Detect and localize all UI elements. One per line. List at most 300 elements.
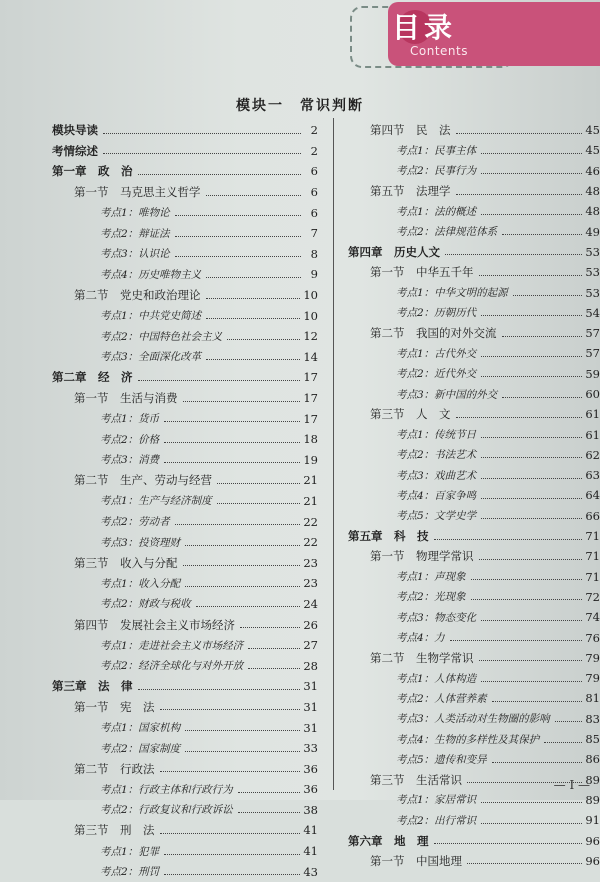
toc-leader-dots	[227, 339, 300, 340]
toc-point-row	[52, 594, 318, 615]
toc-entry-label: 考点2：刑罚	[100, 866, 160, 879]
toc-page-number: 59	[585, 366, 600, 381]
toc-point-row	[348, 810, 600, 830]
toc-page-number: 46	[585, 163, 600, 178]
toc-leader-dots	[164, 421, 300, 422]
toc-entry-label: 考点3：认识论	[100, 248, 170, 261]
toc-leader-dots	[196, 606, 301, 607]
toc-page-number: 36	[303, 782, 318, 797]
page-number: — I —	[553, 778, 590, 792]
toc-leader-dots	[481, 802, 582, 803]
toc-leader-dots	[481, 376, 582, 377]
toc-section-row	[348, 851, 600, 871]
toc-leader-dots	[456, 417, 583, 418]
toc-point-row	[52, 223, 318, 244]
toc-section-row	[52, 388, 318, 409]
toc-page-number: 54	[585, 305, 600, 320]
toc-chapter-row	[348, 242, 600, 262]
toc-entry-label: 考点2：民事行为	[396, 165, 477, 178]
toc-section-row	[52, 758, 318, 779]
toc-page-number: 81	[585, 691, 600, 706]
toc-left-column	[52, 120, 318, 882]
toc-page-number: 89	[585, 792, 600, 807]
toc-entry-label: 第四章 历史人文	[348, 244, 440, 259]
toc-entry-label: 考点2：辩证法	[100, 227, 170, 240]
toc-page-number: 86	[585, 752, 600, 767]
toc-chapter-row	[52, 676, 318, 697]
toc-entry-label: 第一节 生活与消费	[74, 391, 178, 406]
toc-leader-dots	[481, 356, 582, 357]
toc-point-row	[52, 305, 318, 326]
toc-page-number: 71	[585, 569, 600, 584]
toc-leader-dots	[445, 254, 582, 255]
toc-leader-dots	[492, 701, 583, 702]
toc-page-number: 26	[303, 617, 318, 632]
toc-leader-dots	[481, 518, 582, 519]
toc-entry-label: 考点2：经济全球化与对外开放	[100, 660, 244, 673]
toc-point-row	[348, 749, 600, 769]
toc-leader-dots	[238, 792, 301, 793]
toc-leader-dots	[481, 315, 582, 316]
toc-leader-dots	[164, 462, 300, 463]
toc-page-number: 74	[585, 610, 600, 625]
toc-page-number: 33	[303, 741, 318, 756]
toc-point-row	[52, 779, 318, 800]
toc-point-row	[348, 587, 600, 607]
toc-page-number: 64	[585, 488, 600, 503]
toc-point-row	[348, 688, 600, 708]
toc-entry-label: 第一节 宪 法	[74, 699, 155, 714]
module-title: 模块一 常识判断	[236, 98, 364, 114]
toc-page-number: 28	[303, 658, 318, 673]
contents-subtitle: Contents	[410, 44, 468, 58]
toc-entry-label: 考点3：戏曲艺术	[396, 469, 477, 482]
toc-point-row	[348, 668, 600, 688]
toc-point-row	[52, 800, 318, 821]
toc-entry-label: 考点3：新中国的外交	[396, 388, 498, 401]
toc-page-number: 38	[303, 802, 318, 817]
toc-entry-label: 第五节 法理学	[370, 184, 451, 199]
toc-entry-label: 第二节 生物学常识	[370, 650, 474, 665]
toc-leader-dots	[206, 277, 301, 278]
toc-leader-dots	[481, 823, 582, 824]
toc-entry-label: 第二节 生产、劳动与经营	[74, 473, 212, 488]
toc-entry-label: 第四节 发展社会主义市场经济	[74, 617, 235, 632]
toc-page-number: 2	[310, 143, 318, 158]
toc-page-number: 31	[303, 679, 318, 694]
toc-leader-dots	[185, 751, 300, 752]
toc-page-number: 2	[310, 123, 318, 138]
toc-page-number: 61	[585, 427, 600, 442]
toc-entry-label: 考点1：人体构造	[396, 672, 477, 685]
toc-page-number: 85	[585, 732, 600, 747]
toc-entry-label: 考点3：物态变化	[396, 611, 477, 624]
toc-entry-label: 考点1：唯物论	[100, 207, 170, 220]
toc-page-number: 41	[303, 823, 318, 838]
toc-entry-label: 第六章 地 理	[348, 833, 429, 848]
toc-entry-label: 第二节 党史和政治理论	[74, 288, 201, 303]
toc-entry-label: 第三章 法 律	[52, 679, 133, 694]
toc-page-number: 7	[310, 226, 318, 241]
toc-page-number: 17	[303, 411, 318, 426]
toc-leader-dots	[471, 599, 583, 600]
toc-point-row	[348, 465, 600, 485]
toc-point-row	[348, 201, 600, 221]
toc-entry-label: 考点1：犯罪	[100, 845, 160, 858]
toc-point-row	[52, 347, 318, 368]
toc-entry-label: 考点2：书法艺术	[396, 449, 477, 462]
toc-page-number: 72	[585, 589, 600, 604]
toc-entry-label: 考点2：行政复议和行政诉讼	[100, 804, 233, 817]
toc-point-row	[52, 655, 318, 676]
toc-leader-dots	[185, 586, 300, 587]
toc-leader-dots	[175, 256, 301, 257]
toc-entry-label: 第二节 我国的对外交流	[370, 326, 497, 341]
toc-entry-label: 考点2：劳动者	[100, 516, 170, 529]
toc-entry-label: 考点1：走进社会主义市场经济	[100, 639, 244, 652]
toc-chapter-row	[52, 120, 318, 141]
toc-page-number: 53	[585, 285, 600, 300]
toc-leader-dots	[481, 478, 582, 479]
toc-leader-dots	[502, 234, 582, 235]
toc-entry-label: 考点2：出行常识	[396, 814, 477, 827]
toc-section-row	[52, 470, 318, 491]
toc-page-number: 21	[303, 473, 318, 488]
toc-page-number: 79	[585, 650, 600, 665]
toc-leader-dots	[206, 298, 301, 299]
toc-page-number: 53	[585, 265, 600, 280]
toc-page-number: 53	[585, 244, 600, 259]
toc-page-number: 57	[585, 326, 600, 341]
toc-leader-dots	[467, 863, 582, 864]
toc-leader-dots	[160, 771, 301, 772]
toc-point-row	[348, 140, 600, 160]
toc-point-row	[348, 709, 600, 729]
toc-point-row	[348, 627, 600, 647]
toc-leader-dots	[183, 565, 301, 566]
toc-entry-label: 考点4：力	[396, 632, 445, 645]
toc-leader-dots	[164, 854, 300, 855]
toc-page-number: 27	[303, 638, 318, 653]
toc-page-number: 6	[310, 205, 318, 220]
toc-entry-label: 考点4：百家争鸣	[396, 489, 477, 502]
toc-point-row	[348, 384, 600, 404]
toc-leader-dots	[240, 627, 300, 628]
toc-point-row	[348, 282, 600, 302]
toc-point-row	[52, 511, 318, 532]
toc-point-row	[348, 485, 600, 505]
toc-leader-dots	[481, 173, 582, 174]
toc-entry-label: 考点4：生物的多样性及其保护	[396, 733, 540, 746]
toc-page-number: 76	[585, 630, 600, 645]
toc-point-row	[348, 506, 600, 526]
toc-page-number: 71	[585, 549, 600, 564]
toc-leader-dots	[479, 559, 583, 560]
toc-page-number: 17	[303, 370, 318, 385]
toc-leader-dots	[481, 437, 582, 438]
toc-page-number: 48	[585, 184, 600, 199]
toc-entry-label: 第一章 政 治	[52, 164, 133, 179]
toc-entry-label: 第一节 中华五千年	[370, 265, 474, 280]
toc-entry-label: 考点2：人体营养素	[396, 692, 487, 705]
toc-point-row	[348, 567, 600, 587]
toc-page-number: 6	[310, 185, 318, 200]
toc-leader-dots	[217, 483, 300, 484]
toc-page-number: 31	[303, 699, 318, 714]
toc-entry-label: 第五章 科 技	[348, 529, 429, 544]
toc-entry-label: 考点5：文学史学	[396, 510, 477, 523]
toc-point-row	[52, 408, 318, 429]
toc-leader-dots	[238, 812, 301, 813]
toc-section-row	[52, 697, 318, 718]
toc-entry-label: 第二节 行政法	[74, 761, 155, 776]
toc-entry-label: 考点3：人类活动对生物圈的影响	[396, 713, 550, 726]
toc-leader-dots	[450, 640, 583, 641]
toc-leader-dots	[555, 721, 583, 722]
toc-leader-dots	[103, 153, 301, 154]
toc-section-row	[52, 614, 318, 635]
toc-entry-label: 考点1：民事主体	[396, 144, 477, 157]
toc-page-number: 60	[585, 387, 600, 401]
toc-entry-label: 考点1：行政主体和行政行为	[100, 783, 233, 796]
toc-page-number: 45	[585, 143, 600, 158]
toc-right-column	[348, 120, 600, 871]
toc-leader-dots	[103, 133, 301, 134]
toc-leader-dots	[185, 730, 300, 731]
toc-chapter-row	[52, 367, 318, 388]
toc-entry-label: 考点1：法的概述	[396, 205, 477, 218]
toc-page-number: 21	[303, 493, 318, 508]
toc-page-number: 62	[585, 447, 600, 462]
toc-entry-label: 考点1：声现象	[396, 571, 466, 584]
toc-page-number: 63	[585, 468, 600, 483]
toc-section-row	[52, 182, 318, 203]
toc-point-row	[348, 161, 600, 181]
contents-title: 目录	[392, 11, 457, 44]
toc-page-number: 10	[303, 288, 318, 303]
toc-entry-label: 考点2：国家制度	[100, 742, 181, 755]
toc-page-number: 43	[303, 864, 318, 879]
toc-leader-dots	[434, 843, 583, 844]
toc-page-number: 66	[585, 508, 600, 523]
toc-leader-dots	[164, 874, 300, 875]
toc-point-row	[52, 244, 318, 265]
toc-section-row	[348, 648, 600, 668]
toc-leader-dots	[502, 336, 583, 337]
toc-point-row	[348, 607, 600, 627]
toc-page-number: 96	[585, 833, 600, 848]
toc-leader-dots	[471, 579, 583, 580]
toc-leader-dots	[175, 215, 301, 216]
toc-point-row	[348, 343, 600, 363]
toc-entry-label: 考点3：投资理财	[100, 536, 181, 549]
toc-chapter-row	[52, 161, 318, 182]
toc-page-number: 22	[303, 535, 318, 550]
toc-leader-dots	[185, 545, 300, 546]
toc-page-number: 71	[585, 529, 600, 544]
toc-point-row	[348, 303, 600, 323]
toc-leader-dots	[481, 498, 582, 499]
toc-chapter-row	[348, 830, 600, 850]
toc-section-row	[52, 552, 318, 573]
toc-point-row	[348, 729, 600, 749]
toc-section-row	[348, 120, 600, 140]
toc-leader-dots	[175, 524, 301, 525]
toc-point-row	[52, 450, 318, 471]
toc-page-number: 8	[310, 246, 318, 261]
toc-entry-label: 第三节 生活常识	[370, 772, 462, 787]
toc-entry-label: 考点2：光现象	[396, 591, 466, 604]
toc-entry-label: 考点4：历史唯物主义	[100, 268, 202, 281]
toc-leader-dots	[138, 689, 301, 690]
toc-entry-label: 第四节 民 法	[370, 123, 451, 138]
toc-entry-label: 第一节 马克思主义哲学	[74, 185, 201, 200]
toc-leader-dots	[206, 359, 300, 360]
toc-entry-label: 考点1：收入分配	[100, 577, 181, 590]
toc-point-row	[348, 445, 600, 465]
toc-point-row	[52, 326, 318, 347]
toc-page-number: 18	[303, 432, 318, 447]
toc-page-number: 96	[585, 853, 600, 868]
toc-page-number: 22	[303, 514, 318, 529]
toc-entry-label: 考点1：货币	[100, 413, 160, 426]
toc-entry-label: 第三节 刑 法	[74, 823, 155, 838]
toc-section-row	[348, 181, 600, 201]
toc-leader-dots	[138, 380, 301, 381]
toc-page-number: 23	[303, 555, 318, 570]
toc-leader-dots	[183, 401, 301, 402]
toc-leader-dots	[481, 153, 582, 154]
toc-leader-dots	[513, 295, 583, 296]
toc-page-number: 49	[585, 224, 600, 239]
column-divider	[333, 118, 334, 790]
toc-entry-label: 第一节 中国地理	[370, 853, 462, 868]
toc-page-number: 79	[585, 671, 600, 686]
toc-entry-label: 第一节 物理学常识	[370, 549, 474, 564]
toc-point-row	[52, 841, 318, 862]
toc-entry-label: 考点2：法律规范体系	[396, 226, 498, 239]
toc-page-number: 36	[303, 761, 318, 776]
toc-point-row	[52, 491, 318, 512]
toc-entry-label: 考点1：中华文明的起源	[396, 287, 508, 300]
toc-page-number: 83	[585, 711, 600, 726]
toc-page-number: 23	[303, 576, 318, 591]
toc-page-number: 24	[303, 596, 318, 611]
toc-section-row	[348, 262, 600, 282]
toc-leader-dots	[217, 503, 301, 504]
toc-entry-label: 考点1：国家机构	[100, 722, 181, 735]
toc-entry-label: 考点1：生产与经济制度	[100, 495, 212, 508]
toc-point-row	[52, 861, 318, 882]
toc-entry-label: 第二章 经 济	[52, 370, 133, 385]
toc-leader-dots	[160, 833, 301, 834]
toc-page-number: 41	[303, 844, 318, 859]
toc-leader-dots	[456, 194, 583, 195]
toc-entry-label: 考点2：近代外交	[396, 368, 477, 381]
toc-section-row	[348, 546, 600, 566]
toc-entry-label: 第三节 人 文	[370, 407, 451, 422]
toc-leader-dots	[481, 457, 582, 458]
toc-entry-label: 第三节 收入与分配	[74, 555, 178, 570]
toc-point-row	[348, 364, 600, 384]
toc-point-row	[348, 221, 600, 241]
toc-entry-label: 模块导读	[52, 123, 98, 138]
toc-page-number: 12	[303, 329, 318, 344]
toc-entry-label: 考点2：财政与税收	[100, 598, 191, 611]
toc-leader-dots	[206, 318, 300, 319]
toc-leader-dots	[138, 174, 302, 175]
toc-point-row	[52, 264, 318, 285]
toc-leader-dots	[456, 133, 583, 134]
toc-entry-label: 考点1：古代外交	[396, 347, 477, 360]
toc-page-number: 14	[303, 349, 318, 364]
toc-entry-label: 考点3：全面深化改革	[100, 351, 202, 364]
toc-entry-label: 考点1：传统节日	[396, 429, 477, 442]
toc-entry-label: 考点1：家居常识	[396, 794, 477, 807]
toc-leader-dots	[434, 539, 583, 540]
toc-leader-dots	[544, 742, 582, 743]
toc-leader-dots	[502, 397, 582, 398]
toc-leader-dots	[206, 195, 302, 196]
toc-point-row	[52, 532, 318, 553]
toc-point-row	[52, 635, 318, 656]
toc-page-number: 10	[303, 308, 318, 323]
toc-entry-label: 考点1：中共党史简述	[100, 310, 202, 323]
toc-point-row	[348, 424, 600, 444]
toc-page-number: 89	[585, 772, 600, 787]
toc-page-number: 91	[585, 813, 600, 828]
toc-entry-label: 考点2：中国特色社会主义	[100, 330, 223, 343]
toc-leader-dots	[479, 275, 583, 276]
toc-leader-dots	[164, 442, 300, 443]
toc-section-row	[348, 404, 600, 424]
toc-point-row	[52, 202, 318, 223]
toc-leader-dots	[160, 709, 301, 710]
toc-leader-dots	[175, 236, 301, 237]
toc-entry-label: 考点2：价格	[100, 433, 160, 446]
toc-entry-label: 考情综述	[52, 143, 98, 158]
toc-leader-dots	[481, 681, 582, 682]
toc-section-row	[52, 820, 318, 841]
toc-entry-label: 考点5：遗传和变异	[396, 753, 487, 766]
toc-point-row	[52, 429, 318, 450]
toc-point-row	[52, 573, 318, 594]
toc-page-number: 9	[310, 267, 318, 282]
toc-page-number: 61	[585, 407, 600, 422]
toc-page-number: 31	[303, 720, 318, 735]
toc-page-number: 57	[585, 346, 600, 361]
toc-leader-dots	[248, 648, 300, 649]
toc-chapter-row	[52, 141, 318, 162]
toc-page-number: 19	[303, 452, 318, 467]
toc-section-row	[52, 285, 318, 306]
toc-entry-label: 考点2：历朝历代	[396, 307, 477, 320]
toc-page-number: 17	[303, 391, 318, 406]
toc-leader-dots	[479, 660, 583, 661]
toc-page-number: 45	[585, 123, 600, 138]
toc-leader-dots	[481, 214, 582, 215]
toc-leader-dots	[248, 668, 300, 669]
toc-section-row	[348, 323, 600, 343]
toc-leader-dots	[492, 762, 583, 763]
toc-leader-dots	[481, 620, 582, 621]
toc-point-row	[52, 738, 318, 759]
toc-page-number: 48	[585, 204, 600, 219]
toc-page-number: 6	[310, 164, 318, 179]
toc-point-row	[52, 717, 318, 738]
toc-entry-label: 考点3：消费	[100, 454, 160, 467]
toc-chapter-row	[348, 526, 600, 546]
